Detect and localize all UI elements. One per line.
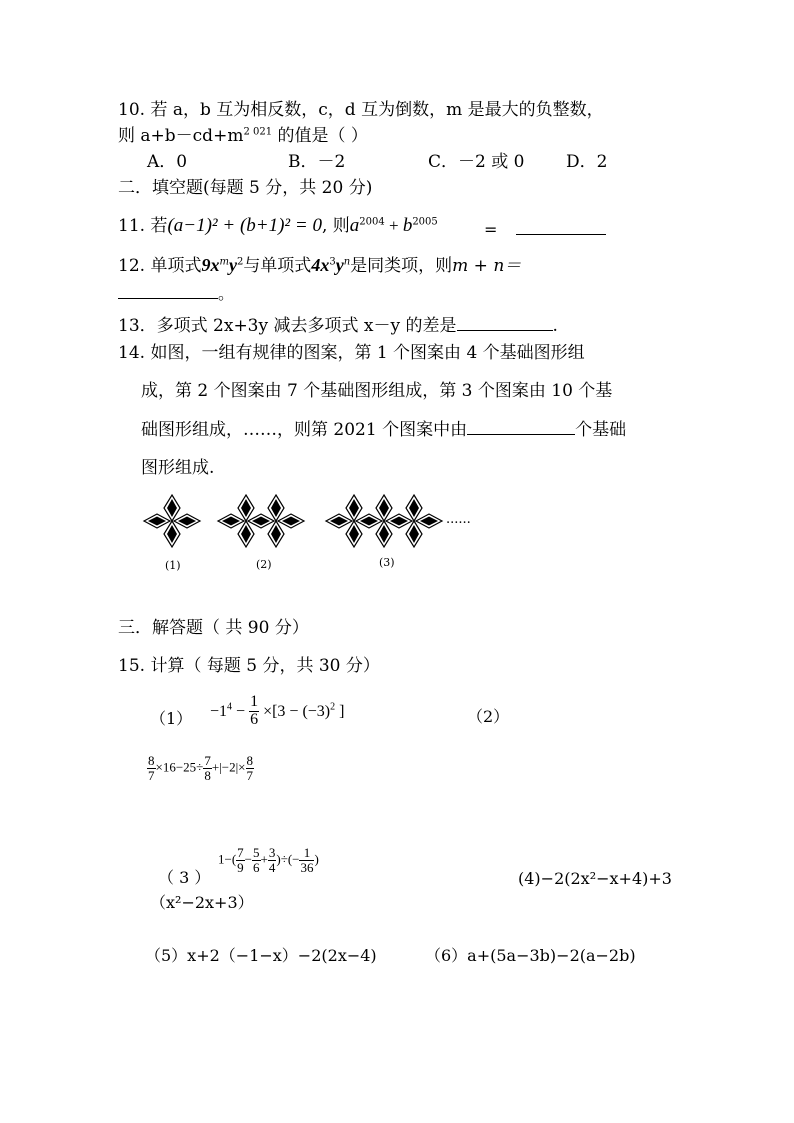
q12-answer-blank[interactable] bbox=[118, 284, 218, 299]
q11-number: 11. 若 bbox=[118, 216, 168, 236]
q10-option-a: A．0 bbox=[147, 152, 188, 172]
q14-line1: 14. 如图，一组有规律的图案，第 1 个图案由 4 个基础图形组 bbox=[118, 343, 585, 363]
pattern-label-2: (2) bbox=[256, 558, 272, 571]
q10-line2-post: 的值是（ ） bbox=[272, 126, 368, 146]
q13-line bbox=[118, 316, 558, 336]
q13-text: 13．多项式 2x+3y 减去多项式 x－y 的差是 bbox=[118, 316, 457, 336]
q15-p2-label: （2） bbox=[467, 707, 510, 726]
q11-then: , 则 bbox=[321, 216, 350, 236]
q15-p4: (4)−2(2x²−x+4)+3 bbox=[518, 869, 672, 888]
q12-monomial-2-exp-3: 3 bbox=[329, 256, 336, 268]
q15-p5: （5）x+2（−1−x）−2(2x−4) bbox=[145, 946, 377, 965]
q11-b-power: b bbox=[402, 215, 413, 236]
q11-a-exponent: 2004 bbox=[359, 216, 385, 228]
q12-monomial-1-exp-m: m bbox=[219, 256, 229, 268]
q11-a-power: a bbox=[349, 215, 360, 236]
q12-ask: m + n＝ bbox=[452, 256, 522, 276]
section-3-title: 三．解答题（ 共 90 分） bbox=[118, 618, 309, 638]
q15-p2-expression: $\frac{8}{7}$ ×16−25÷ $\frac{7}{8}$ +|−2|× $\frac{8}{7}$ bbox=[148, 753, 254, 783]
q12-line bbox=[118, 255, 521, 276]
q14-answer-blank[interactable] bbox=[467, 420, 575, 435]
q11-b-exponent: 2005 bbox=[412, 216, 438, 228]
q12-answer-line bbox=[118, 284, 234, 304]
q12-post: 是同类项，则 bbox=[350, 256, 453, 276]
q12-monomial-2-y: y bbox=[335, 255, 344, 275]
q14-line4: 图形组成. bbox=[141, 458, 215, 478]
q12-mid: 与单项式 bbox=[243, 256, 312, 276]
q11-answer-blank[interactable] bbox=[516, 220, 606, 240]
pattern-1 bbox=[144, 495, 200, 547]
pattern-2 bbox=[218, 495, 304, 547]
q15-p3-tail: （x²−2x+3） bbox=[150, 893, 254, 912]
q12-monomial-1-exp-2: 2 bbox=[236, 256, 244, 268]
pattern-label-3: (3) bbox=[379, 556, 395, 569]
q15-title: 15. 计算（ 每题 5 分，共 30 分） bbox=[118, 656, 380, 676]
q12-prefix: 12. 单项式 bbox=[118, 256, 202, 276]
q15-p1-expression: $-1^4$ − $\frac{1}{6}$ $\times[3 - (-3)^2$ ] bbox=[210, 693, 345, 728]
q10-line2 bbox=[118, 126, 368, 146]
q15-p3-label: （ 3 ） bbox=[158, 868, 211, 887]
q12-monomial-1: 9x bbox=[201, 255, 220, 275]
q14-line3 bbox=[141, 420, 626, 440]
q14-line3-post: 个基础 bbox=[575, 420, 627, 440]
q14-pattern-figure bbox=[140, 490, 480, 575]
q14-line2: 成，第 2 个图案由 7 个基础图形组成，第 3 个图案由 10 个基 bbox=[141, 381, 613, 401]
q13-end: . bbox=[552, 316, 558, 336]
q11-equation: (a−1)² + (b+1)² = 0 bbox=[167, 215, 322, 236]
q11-equals: = bbox=[484, 220, 498, 239]
q15-p6: （6）a+(5a−3b)−2(a−2b) bbox=[425, 946, 636, 965]
q10-option-b: B．－2 bbox=[288, 152, 346, 172]
q15-p1-label: （1） bbox=[150, 709, 193, 728]
q12-monomial-1-y: y bbox=[228, 255, 237, 275]
q15-p3-expression: 1−( $\frac{7}{9}$ − $\frac{5}{6}$ + $\frac{3}{4}$ )÷(− $\frac{1}{36}$ ) bbox=[218, 845, 319, 875]
pattern-3 bbox=[326, 495, 442, 547]
q10-exponent: 2 021 bbox=[243, 126, 273, 138]
q10-line2-pre: 则 a+b－cd+m bbox=[118, 126, 244, 146]
q11-line: 11. 若(a−1)² + (b+1)² = 0, 则$a^{2004} + b^{2005}$ bbox=[118, 215, 438, 236]
q12-monomial-2-exp-n: n bbox=[343, 256, 351, 268]
q10-option-d: D．2 bbox=[566, 152, 608, 172]
section-2-title: 二．填空题(每题 5 分，共 20 分) bbox=[118, 178, 373, 198]
pattern-label-1: (1) bbox=[165, 559, 181, 572]
q13-answer-blank[interactable] bbox=[457, 316, 553, 331]
q14-line3-pre: 础图形组成，……，则第 2021 个图案中由 bbox=[141, 420, 468, 440]
q10-option-c: C．－2 或 0 bbox=[428, 152, 525, 172]
q12-monomial-2: 4x bbox=[311, 255, 330, 275]
q10-line1: 10. 若 a，b 互为相反数，c，d 互为倒数，m 是最大的负整数， bbox=[118, 100, 604, 120]
pattern-ellipsis: ...... bbox=[446, 512, 471, 527]
q12-end: 。 bbox=[218, 284, 235, 303]
